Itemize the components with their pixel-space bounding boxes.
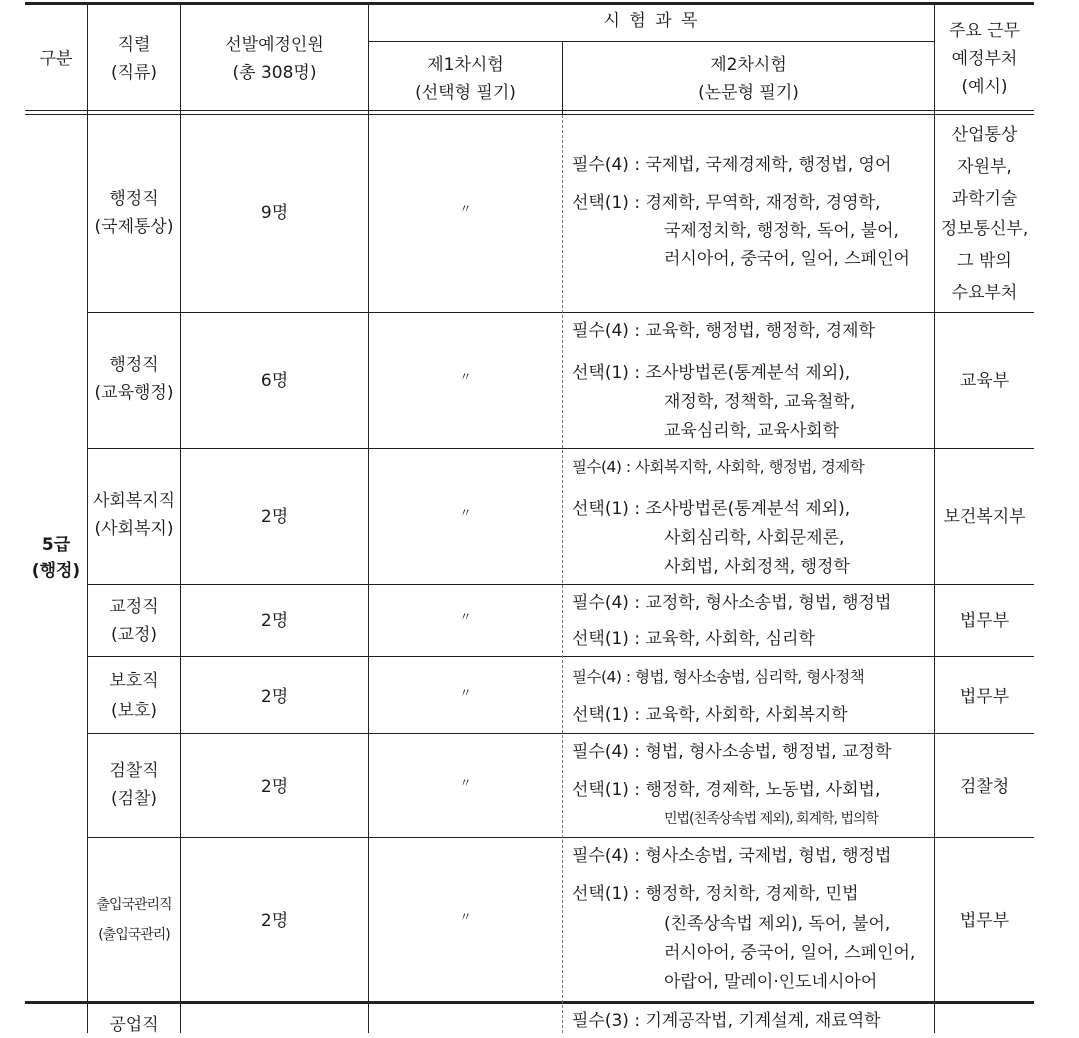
table-top-border [25,2,1034,5]
header-exam-subjects: 시 험 과 목 [603,11,700,31]
row-ditto: 〃 [459,686,472,700]
header-exam2-sub: (논문형 필기) [698,83,799,103]
row-count: 2명 [260,687,289,707]
row-subname: (사회복지) [94,519,174,539]
row-dept: 그 밖의 [957,251,1012,271]
row-subname: (출입국관리) [98,927,170,943]
row-ditto: 〃 [459,910,472,924]
row-dept: 수요부처 [951,283,1018,303]
row-dept: 정보통신부, [940,219,1029,239]
header-dept-1: 주요 근무 [948,21,1021,41]
row-ditto: 〃 [459,610,472,624]
row-sep [87,448,1034,449]
row-select: 선택(1) : 행정학, 정치학, 경제학, 민법 [572,884,859,904]
row-required: 필수(4) : 형사소송법, 국제법, 형법, 행정법 [572,846,892,866]
row-name: 교정직 [109,597,159,617]
row-count: 2명 [260,611,289,631]
header-dept-3: (예시) [961,77,1008,97]
row-subname: (검찰) [110,789,158,809]
row-subname: (보호) [110,701,158,721]
row-name: 출입국관리직 [96,897,172,913]
row-select: 선택(1) : 행정학, 경제학, 노동법, 사회법, [572,780,881,800]
row-name: 행정직 [109,189,159,209]
row-select: 아랍어, 말레이·인도네시아어 [664,972,878,992]
row-name: 검찰직 [109,761,159,781]
row-dept: 교육부 [959,371,1010,391]
row-select: 러시아어, 중국어, 일어, 스페인어 [664,249,910,269]
category-type: (행정) [31,561,81,581]
row-dept: 법무부 [959,687,1010,707]
row-ditto: 〃 [459,202,472,216]
row-sep [87,584,1034,585]
row-name: 보호직 [109,671,159,691]
row-ditto: 〃 [459,370,472,384]
row-required: 필수(4) : 교육학, 행정법, 행정학, 경제학 [572,321,875,341]
row-required: 필수(4) : 사회복지학, 사회학, 행정법, 경제학 [572,458,865,476]
category-grade: 5급 [41,535,71,555]
row-select: 민법(친족상속법 제외), 회계학, 법의학 [664,811,879,827]
row-dept: 자원부, [957,157,1012,177]
row-select: 선택(1) : 경제학, 무역학, 재정학, 경영학, [572,193,881,213]
row-select: 러시아어, 중국어, 일어, 스페인어, [664,943,916,963]
row-select: 선택(1) : 조사방법론(통계분석 제외), [572,499,851,519]
row-select: 재정학, 정책학, 교육철학, [664,392,856,412]
row-select: 선택(1) : 조사방법론(통계분석 제외), [572,363,851,383]
row-dept: 법무부 [959,911,1010,931]
row-subname: (교정) [110,625,158,645]
row-count: 2명 [260,507,289,527]
row-dept: 보건복지부 [943,507,1026,527]
row-count: 2명 [260,911,289,931]
header-exam2: 제2차시험 [710,55,787,75]
row-required: 필수(4) : 형법, 형사소송법, 심리학, 형사정책 [572,668,865,686]
row-select: 국제정치학, 행정학, 독어, 불어, [664,221,899,241]
col-line-dashed [562,115,563,1033]
row-count: 2명 [260,777,289,797]
row-required: 필수(4) : 교정학, 형사소송법, 형법, 행정법 [572,593,892,613]
row-dept: 검찰청 [959,777,1010,797]
row-select: 선택(1) : 교육학, 사회학, 사회복지학 [572,705,848,725]
row-dept: 산업통상 [951,125,1018,145]
row-ditto: 〃 [459,776,472,790]
row-select: 선택(1) : 교육학, 사회학, 심리학 [572,629,815,649]
header-jikryeol: 직렬 [117,35,151,55]
header-seonbal: 선발예정인원 [225,35,324,55]
exam-group-rule [368,41,934,42]
row-name: 행정직 [109,355,159,375]
row-sep [87,733,1034,734]
row-select: 교육심리학, 교육사회학 [664,421,840,441]
row-count: 6명 [260,371,289,391]
row-select: (친족상속법 제외), 독어, 불어, [664,914,891,934]
row-required: 필수(4) : 국제법, 국제경제학, 행정법, 영어 [572,155,892,175]
header-rule-2 [25,114,1034,115]
header-exam1-sub: (선택형 필기) [415,83,516,103]
row-sep [87,656,1034,657]
header-rule-1 [25,110,1034,111]
row-name: 사회복지직 [92,491,176,511]
header-seonbal-total: (총 308명) [232,63,317,83]
row-required: 필수(3) : 기계공작법, 기계설계, 재료역학 [572,1011,881,1031]
header-gubun: 구분 [39,49,73,69]
header-dept-2: 예정부처 [951,49,1018,69]
header-jikryu: (직류) [110,63,158,83]
section-bottom-border [25,1001,1034,1004]
row-subname: (국제통상) [94,217,174,237]
row-sep [87,312,1034,313]
row-name: 공업직 [109,1015,159,1035]
row-dept: 과학기술 [951,189,1018,209]
header-exam1: 제1차시험 [427,55,504,75]
row-required: 필수(4) : 형법, 형사소송법, 행정법, 교정학 [572,742,892,762]
row-dept: 법무부 [959,611,1010,631]
row-ditto: 〃 [459,506,472,520]
row-select: 사회심리학, 사회문제론, [664,528,845,548]
row-select: 사회법, 사회정책, 행정학 [664,557,850,577]
row-subname: (교육행정) [94,383,174,403]
row-sep [87,837,1034,838]
row-count: 9명 [260,203,289,223]
